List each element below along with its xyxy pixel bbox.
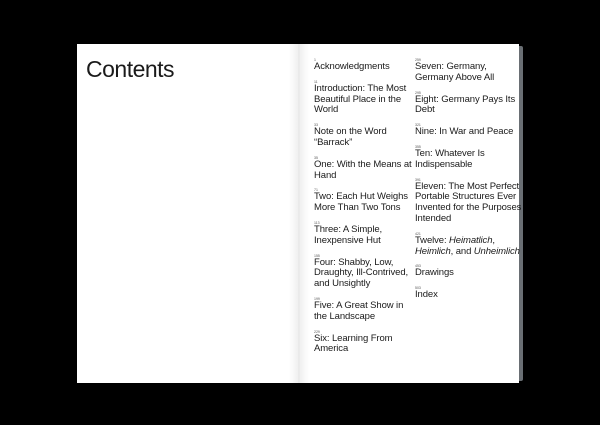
chapter-title-part: , and — [450, 245, 474, 257]
chapter-title: Acknowledgments — [314, 61, 390, 72]
page-number: 229 — [314, 329, 320, 334]
toc-entry — [314, 188, 416, 214]
chapter-title: Six: Learning From America — [314, 332, 393, 355]
chapter-title: Seven: Germany, Germany Above All — [415, 61, 495, 83]
toc-entry — [314, 80, 416, 116]
toc-entry — [415, 58, 523, 84]
toc-entry — [314, 330, 416, 356]
page-number: 1 — [314, 58, 316, 62]
toc-entry — [314, 156, 416, 182]
chapter-title: Eleven: The Most Perfect Portable Structures Ever Invented for the Purposes Intended — [415, 180, 522, 224]
page-title: Contents — [86, 56, 175, 82]
toc-column-2 — [415, 58, 523, 308]
chapter-title: Two: Each Hut Weighs More Than Two Tons — [314, 191, 408, 214]
book-gutter — [289, 44, 309, 383]
chapter-title: Nine: In War and Peace — [415, 126, 514, 138]
page-number: 391 — [415, 177, 421, 182]
page-number: 33 — [314, 123, 318, 128]
chapter-title: Three: A Simple, Inexpensive Hut — [314, 223, 383, 246]
left-page — [77, 44, 299, 383]
chapter-title-part: , — [492, 234, 495, 246]
toc-entry — [314, 123, 416, 149]
page-number: 113 — [314, 220, 320, 225]
chapter-title-italic: Unheimlich — [473, 245, 520, 257]
chapter-title: Note on the Word “Barrack” — [314, 126, 387, 148]
open-book — [77, 44, 522, 383]
chapter-title: Introduction: The Most Beautiful Place in the World — [314, 82, 407, 116]
chapter-title: Drawings — [415, 267, 454, 279]
toc-entry — [415, 145, 523, 171]
page-number: 199 — [314, 296, 320, 301]
toc-entry — [415, 232, 523, 258]
chapter-title: Index — [415, 289, 438, 301]
page-number: 71 — [314, 188, 318, 193]
toc-entry — [415, 264, 523, 279]
toc-entry — [415, 123, 523, 138]
page-number: 295 — [415, 90, 421, 95]
toc-entry — [415, 178, 523, 225]
toc-entry — [314, 297, 416, 323]
page-number: 321 — [415, 123, 421, 128]
page-number: 453 — [415, 264, 421, 269]
page-number: 421 — [415, 231, 421, 236]
chapter-title-italic: Heimatlich — [449, 234, 493, 246]
page-number: 155 — [314, 253, 320, 258]
chapter-title-italic: Heimlich — [415, 245, 451, 257]
chapter-title: Eight: Germany Pays Its Debt — [415, 93, 516, 116]
page-number: 35 — [314, 155, 318, 160]
chapter-title — [415, 236, 523, 258]
chapter-title: One: With the Means at Hand — [314, 158, 412, 181]
chapter-title-part: Twelve: — [415, 234, 450, 246]
toc-entry — [314, 254, 416, 290]
chapter-title: Ten: Whatever Is Indispensable — [415, 147, 485, 170]
chapter-title: Four: Shabby, Low, Draughty, Ill-Contrived, and Unsightly — [314, 256, 409, 290]
page-number: 355 — [415, 144, 421, 149]
toc-entry — [415, 91, 523, 117]
toc-entry — [415, 286, 523, 301]
page-number: 259 — [415, 58, 421, 62]
toc-column-1 — [314, 58, 416, 362]
toc-entry — [314, 58, 416, 73]
toc-entry — [314, 221, 416, 247]
chapter-title: Five: A Great Show in the Landscape — [314, 299, 404, 322]
page-number: 503 — [415, 286, 421, 291]
page-number: 11 — [314, 79, 318, 84]
